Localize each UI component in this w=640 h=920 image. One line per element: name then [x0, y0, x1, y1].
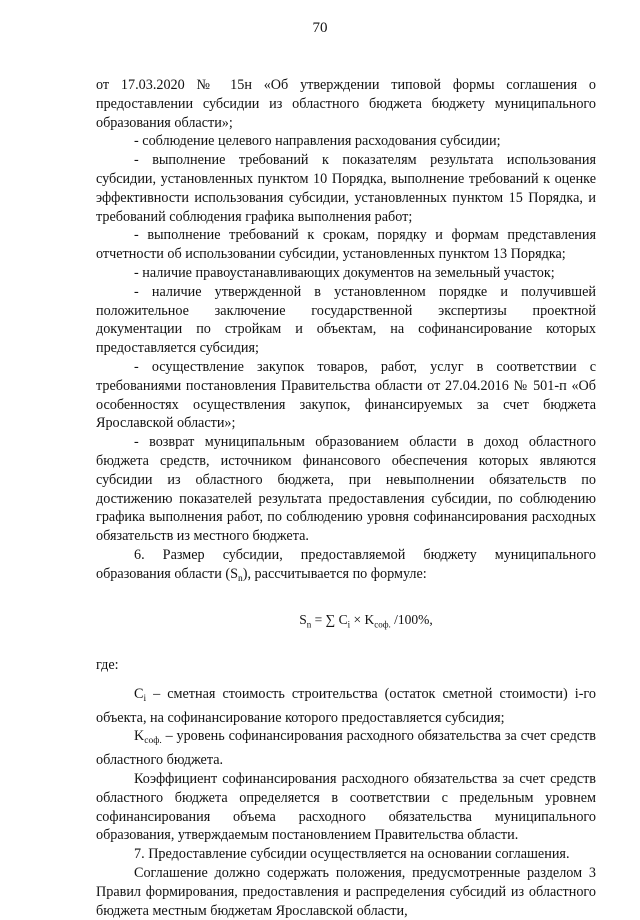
- agreement-paragraph: Соглашение должно содержать положения, предусмотренные разделом 3 Правил формирования, предоставления и распределения субсидий из областного бюджета местным бюджетам Ярославской области,: [96, 864, 596, 919]
- def-c-sub: i: [143, 693, 147, 704]
- paragraph-continuation: от 17.03.2020 № 15н «Об утверждении типовой формы соглашения о предоставлении субсидии из областного бюджета бюджету муниципального образования области»;: [96, 77, 596, 131]
- formula-lhs-sub: n: [306, 619, 312, 630]
- def-c-symbol: C: [134, 685, 144, 702]
- def-k-sub: соф.: [144, 736, 162, 747]
- formula-lhs: S: [299, 611, 307, 627]
- item-6-text-b: ), рассчитывается по формуле:: [242, 565, 427, 582]
- formula-k-sub: соф.: [374, 619, 391, 630]
- page-number: 70: [312, 20, 328, 36]
- def-k-symbol: K: [134, 728, 145, 745]
- bullet-design-documentation: - наличие утвержденной в установленном порядке и получившей положительное заключение государственной экспертизы проектной документации по стройкам и объектам, на софинансирование которых предоставляется субсидия;: [96, 283, 596, 357]
- bullet-reporting: - выполнение требований к срокам, порядку и формам представления отчетности об использовании субсидии, установленных пунктом 13 Порядка;: [96, 227, 596, 263]
- item-7: 7. Предоставление субсидии осуществляется на основании соглашения.: [134, 846, 570, 863]
- def-c-text: – сметная стоимость строительства (остаток сметной стоимости) i-го объекта, на софинансирование которого предоставляется субсидия;: [96, 685, 596, 726]
- where-label: где:: [96, 657, 119, 673]
- formula-sum: = ∑ C: [311, 611, 348, 627]
- definition-k: [96, 727, 596, 770]
- bullet-refund: - возврат муниципальным образованием области в доход областного бюджета средств, источником финансового обеспечения которых являются субсидии из областного бюджета, при невыполнении обязательств по достижению показателей результата предоставления субсидии, по соблюдению графика выполнения работ, по соблюдению уровня софинансирования расходных обязательств из местного бюджета.: [96, 434, 596, 545]
- def-k-text: – уровень софинансирования расходного обязательства за счет средств областного бюджета.: [96, 728, 596, 769]
- formula-times: × K: [350, 611, 375, 627]
- bullet-procurement: - осуществление закупок товаров, работ, услуг в соответствии с требованиями постановления Правительства области от 27.04.2016 № 501-п «Об особенностях осуществления закупок, финансируемых за счет бюджета Ярославской области»;: [96, 358, 596, 432]
- bullet-indicators: - выполнение требований к показателям результата использования субсидии, установленных пунктом 10 Порядка, выполнение требований к оценке эффективности использования субсидии, установленных пунктом 15 Порядка, и требований соблюдения графика выполнения работ;: [96, 152, 596, 225]
- bullet-land-documents: - наличие правоустанавливающих документов на земельный участок;: [134, 264, 555, 281]
- item-6-subsidy-size: [96, 546, 596, 589]
- bullet-target-use: - соблюдение целевого направления расходования субсидии;: [134, 133, 501, 150]
- definition-c: [96, 685, 596, 728]
- formula-c-sub: i: [347, 619, 351, 630]
- document-body: [96, 76, 596, 920]
- item-6-text-a: 6. Размер субсидии, предоставляемой бюджету муниципального образования области (S: [96, 546, 596, 582]
- item-6-subscript: n: [237, 573, 243, 584]
- formula-tail: /100%,: [390, 611, 433, 627]
- subsidy-formula: [136, 611, 596, 634]
- coefficient-paragraph: Коэффициент софинансирования расходного обязательства за счет средств областного бюджета определяется в соответствии с предельным уровнем софинансирования объема расходного обязательства муниципального образования, утверждаемым постановлением Правительства области.: [96, 770, 596, 844]
